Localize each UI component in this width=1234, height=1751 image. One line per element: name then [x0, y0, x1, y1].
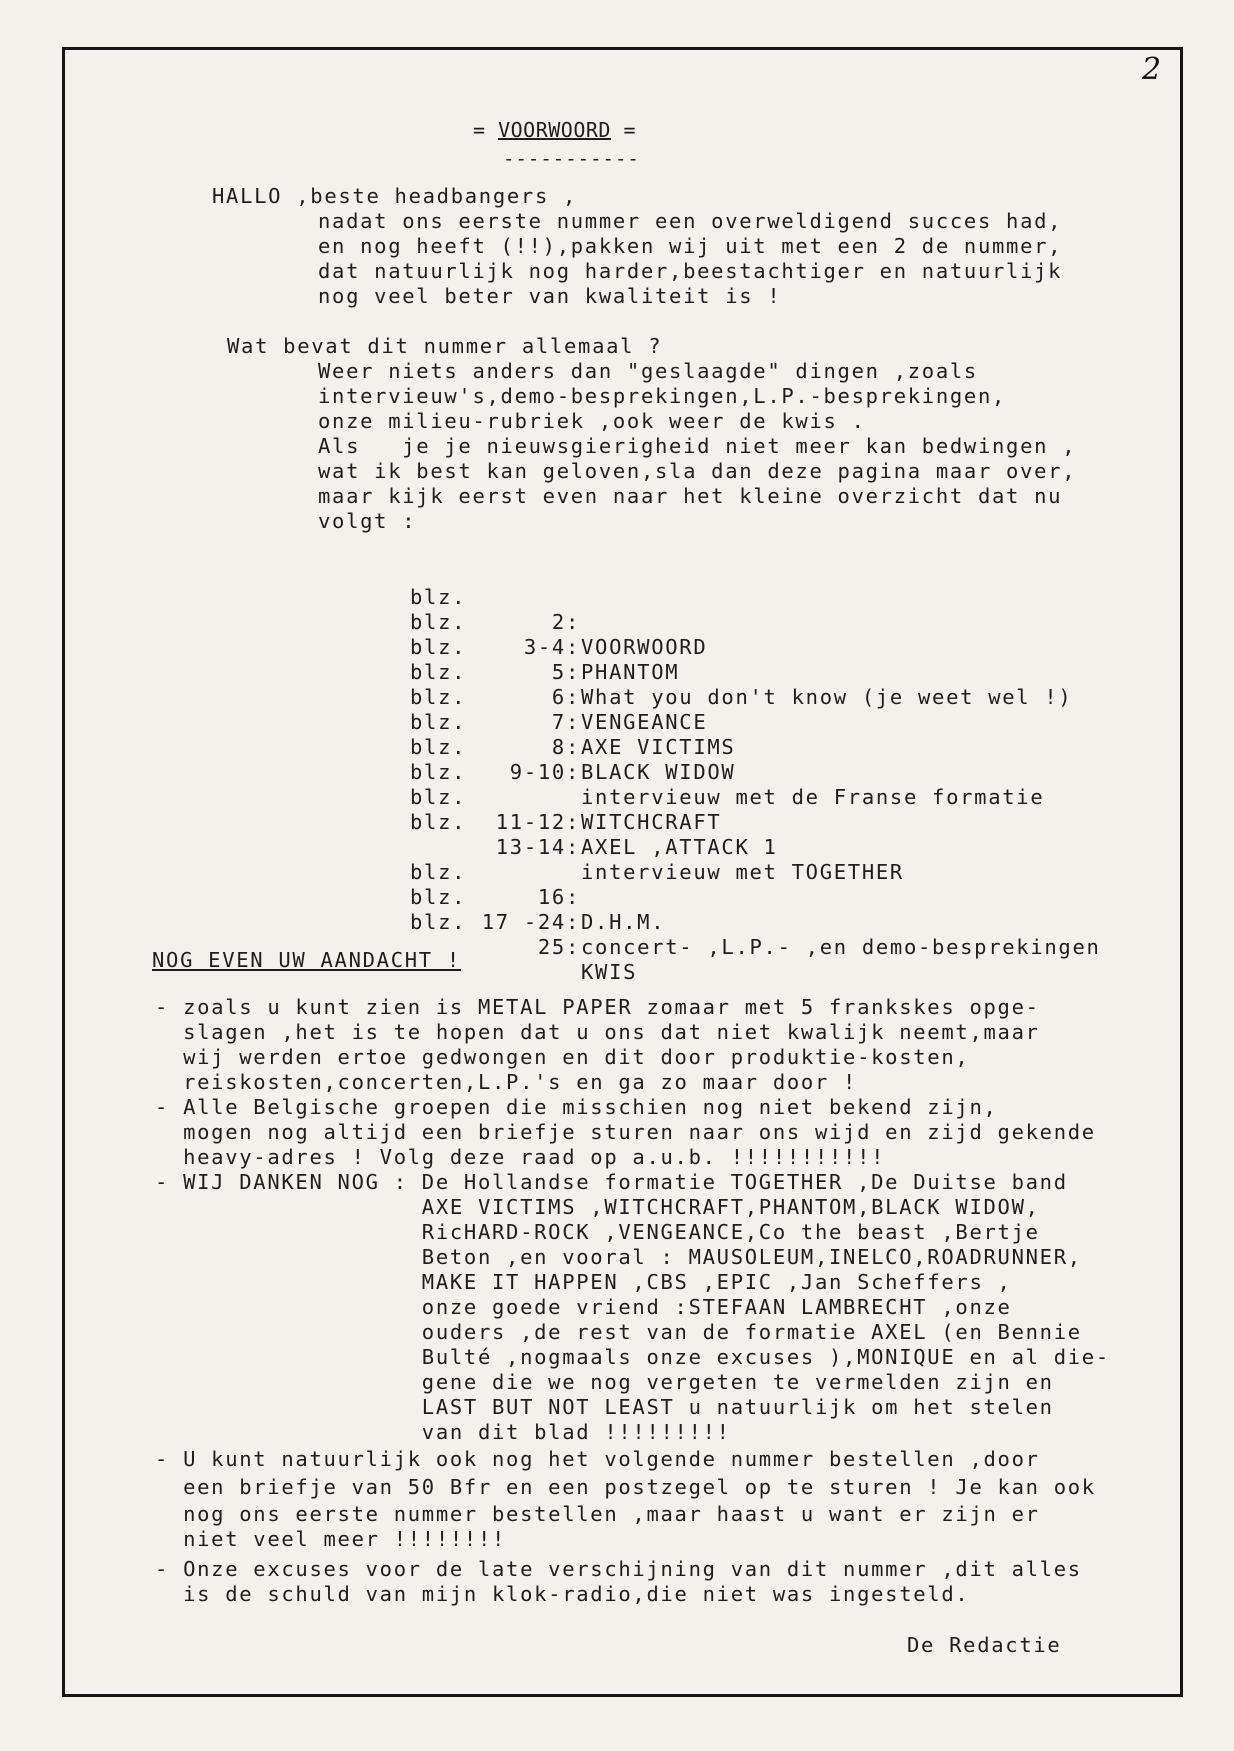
notice-line: AXE VICTIMS ,WITCHCRAFT,PHANTOM,BLACK WIDOW,	[155, 1195, 1040, 1219]
notice-line: - Onze excuses voor de late verschijning van dit nummer ,dit alles	[155, 1557, 1082, 1581]
toc-text: intervieuw met TOGETHER	[581, 860, 904, 884]
toc-page: 9-10:	[509, 760, 580, 784]
contents-line: onze milieu-rubriek ,ook weer de kwis .	[318, 409, 866, 433]
signature: De Redactie	[907, 1633, 1062, 1657]
notice-line: - U kunt natuurlijk ook nog het volgende nummer bestellen ,door	[155, 1447, 1040, 1471]
notice-line: Beton ,en vooral : MAUSOLEUM,INELCO,ROADRUNNER,	[155, 1245, 1082, 1269]
notice-line: een briefje van 50 Bfr en een postzegel op te sturen ! Je kan ook	[155, 1475, 1096, 1499]
notice-line: RicHARD-ROCK ,VENGEANCE,Co the beast ,Bertje	[155, 1220, 1040, 1244]
toc-text: BLACK WIDOW	[581, 760, 736, 784]
notice-line: Bulté ,nogmaals onze excuses ),MONIQUE en al die-	[155, 1345, 1110, 1369]
notice-line: LAST BUT NOT LEAST u natuurlijk om het stelen	[155, 1395, 1054, 1419]
title-label: VOORWOORD	[498, 118, 611, 142]
notice-line: onze goede vriend :STEFAAN LAMBRECHT ,onze	[155, 1295, 1012, 1319]
page-number: 2	[1142, 52, 1162, 87]
contents-line: volgt :	[318, 509, 417, 533]
toc-page: 11-12:	[495, 810, 580, 834]
notice-line: MAKE IT HAPPEN ,CBS ,EPIC ,Jan Scheffers ,	[155, 1270, 1012, 1294]
notice-line: heavy-adres ! Volg deze raad op a.u.b. !!!!!!!!!!!	[155, 1145, 886, 1169]
toc-page: 3-4:	[523, 635, 580, 659]
intro-line: nog veel beter van kwaliteit is !	[318, 284, 782, 308]
toc-page: 8:	[551, 735, 580, 759]
intro-line: HALLO ,beste headbangers ,	[212, 184, 578, 208]
toc-text: AXE VICTIMS	[581, 735, 736, 759]
toc-page: 17 -24:	[481, 910, 580, 934]
toc-text: intervieuw met de Franse formatie	[581, 785, 1045, 809]
notice-line: - Alle Belgische groepen die misschien nog niet bekend zijn,	[155, 1095, 998, 1119]
notice-line: nog ons eerste nummer bestellen ,maar haast u want er zijn er	[155, 1502, 1040, 1526]
notice-line: niet veel meer !!!!!!!!	[155, 1527, 507, 1551]
toc-text: AXEL ,ATTACK 1	[581, 835, 778, 859]
toc-page: 13-14:	[495, 835, 580, 859]
notice-line: - zoals u kunt zien is METAL PAPER zomaar met 5 frankskes opge-	[155, 995, 1040, 1019]
toc-prefix: blz.	[410, 635, 467, 659]
notice-line: wij werden ertoe gedwongen en dit door produktie-kosten,	[155, 1045, 970, 1069]
toc-page: 16:	[537, 885, 580, 909]
title-underline-dashes: -----------	[503, 148, 640, 170]
toc-prefix: blz.	[410, 785, 467, 809]
contents-line: Als je je nieuwsgierigheid niet meer kan bedwingen ,	[318, 434, 1077, 458]
toc-prefix: blz.	[410, 660, 467, 684]
toc-page: 6:	[551, 685, 580, 709]
toc-text: KWIS	[581, 960, 638, 984]
contents-line: maar kijk eerst even naar het kleine overzicht dat nu	[318, 484, 1063, 508]
title-mark-right: =	[623, 118, 637, 142]
toc-text: WITCHCRAFT	[581, 810, 722, 834]
notice-line: mogen nog altijd een briefje sturen naar ons wijd en zijd gekende	[155, 1120, 1096, 1144]
notice-line: reiskosten,concerten,L.P.'s en ga zo maar door !	[155, 1070, 858, 1094]
toc-text: What you don't know (je weet wel !)	[581, 685, 1073, 709]
intro-line: dat natuurlijk nog harder,beestachtiger en natuurlijk	[318, 259, 1063, 283]
notice-line: gene die we nog vergeten te vermelden zijn en	[155, 1370, 1054, 1394]
toc-prefix: blz.	[410, 910, 467, 934]
toc-prefix: blz.	[410, 885, 467, 909]
contents-line: intervieuw's,demo-besprekingen,L.P.-besprekingen,	[318, 384, 1007, 408]
notice-line: slagen ,het is te hopen dat u ons dat niet kwalijk neemt,maar	[155, 1020, 1040, 1044]
toc-text: VOORWOORD	[581, 635, 708, 659]
toc-page: 5:	[551, 660, 580, 684]
intro-line: en nog heeft (!!),pakken wij uit met een 2 de nummer,	[318, 234, 1063, 258]
page-title	[473, 118, 636, 142]
toc-text: VENGEANCE	[581, 710, 708, 734]
toc-prefix: blz.	[410, 860, 467, 884]
toc-prefix: blz.	[410, 610, 467, 634]
notice-heading: NOG EVEN UW AANDACHT !	[152, 948, 461, 972]
toc-page: 7:	[551, 710, 580, 734]
toc-text: PHANTOM	[581, 660, 680, 684]
toc-prefix: blz.	[410, 760, 467, 784]
contents-line: Wat bevat dit nummer allemaal ?	[227, 334, 663, 358]
toc-prefix: blz.	[410, 585, 467, 609]
notice-line: van dit blad !!!!!!!!!	[155, 1420, 731, 1444]
notice-line: is de schuld van mijn klok-radio,die niet was ingesteld.	[155, 1582, 970, 1606]
notice-line: ouders ,de rest van de formatie AXEL (en Bennie	[155, 1320, 1082, 1344]
toc-page: 25:	[537, 935, 580, 959]
toc-text: concert- ,L.P.- ,en demo-besprekingen	[581, 935, 1101, 959]
toc-text: D.H.M.	[581, 910, 666, 934]
toc-prefix: blz.	[410, 685, 467, 709]
contents-line: Weer niets anders dan "geslaagde" dingen ,zoals	[318, 359, 978, 383]
toc-prefix: blz.	[410, 735, 467, 759]
toc-prefix: blz.	[410, 710, 467, 734]
title-mark-left: =	[473, 118, 486, 142]
toc-page: 2:	[551, 610, 580, 634]
notice-line: - WIJ DANKEN NOG : De Hollandse formatie TOGETHER ,De Duitse band	[155, 1170, 1068, 1194]
intro-line: nadat ons eerste nummer een overweldigend succes had,	[318, 209, 1063, 233]
toc-prefix: blz.	[410, 810, 467, 834]
contents-line: wat ik best kan geloven,sla dan deze pagina maar over,	[318, 459, 1077, 483]
